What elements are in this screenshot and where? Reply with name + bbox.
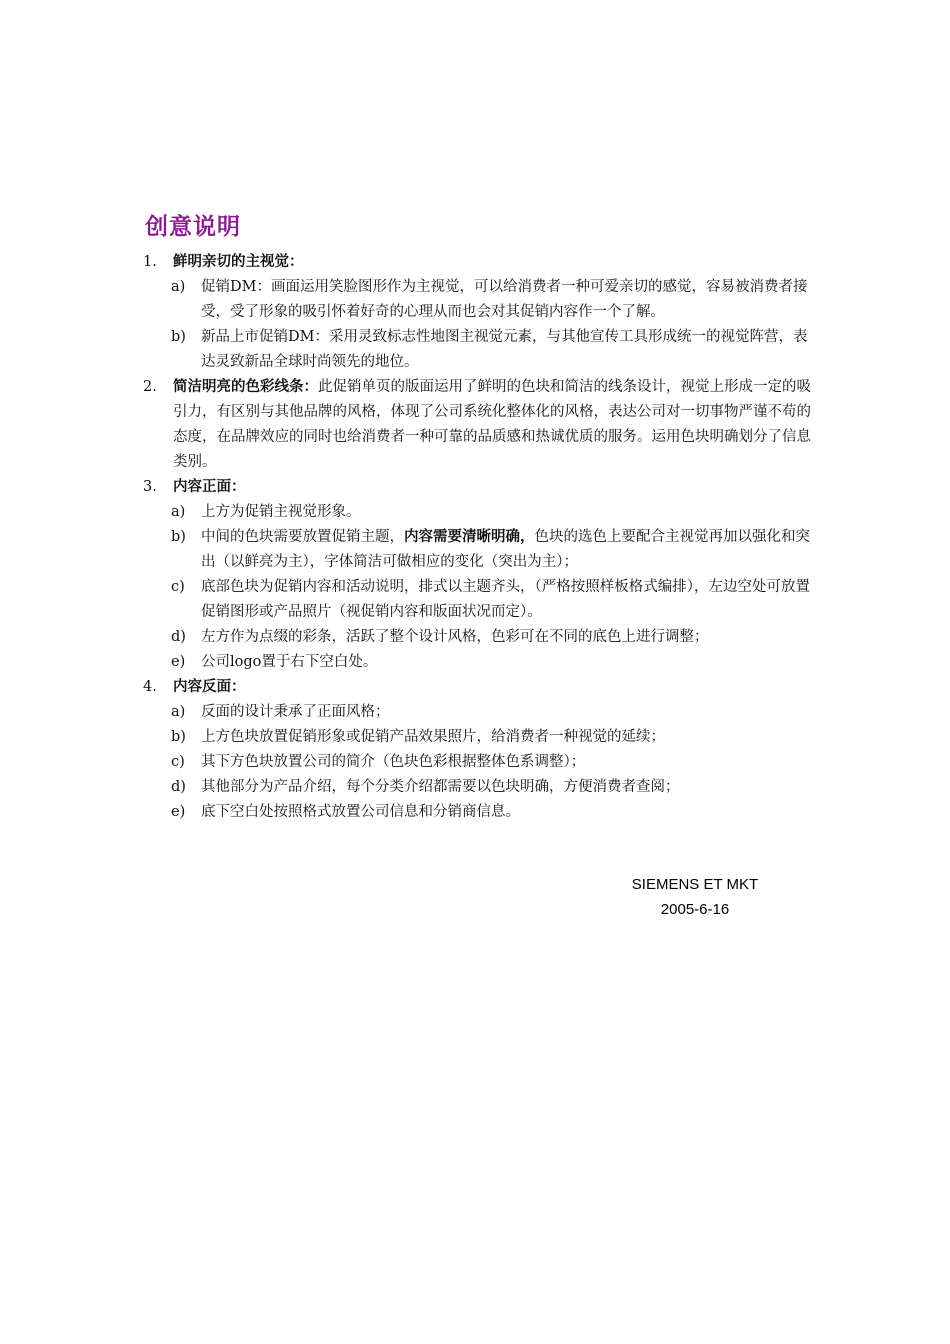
item-text: 中间的色块需要放置促销主题， [201,529,404,545]
list-item [140,750,820,775]
signature-date: 2005-6-16 [660,901,730,918]
list-item [140,575,820,625]
item-marker: b) [171,529,186,545]
list-item [140,500,820,525]
item-text: 上方色块放置促销形象或促销产品效果照片，给消费者一种视觉的延续； [201,729,665,745]
list-item [140,700,820,725]
page-title: 创意说明 [145,214,241,240]
section-number: 2. [143,379,157,395]
section-number: 4. [143,679,157,695]
item-text: 反面的设计秉承了正面风格； [201,704,390,720]
section-3 [140,475,820,500]
item-text: 上方为促销主视觉形象。 [201,504,361,520]
document-body [140,250,820,825]
section-title: 简洁明亮的色彩线条： [173,379,318,395]
item-text: 其他部分为产品介绍，每个分类介绍都需要以色块明确，方便消费者查阅； [201,779,680,795]
signature-block [600,872,790,922]
item-marker: e) [171,654,186,670]
list-item [140,775,820,800]
section-title: 内容正面： [173,479,246,495]
item-text: 公司logo置于右下空白处。 [201,654,378,670]
item-marker: e) [171,804,186,820]
item-marker: d) [171,629,186,645]
item-marker: b) [171,329,186,345]
item-text: 底部色块为促销内容和活动说明，排式以主题齐头，（严格按照样板格式编排），左边空处可放置促销图形或产品照片（视促销内容和版面状况而定）。 [201,579,810,620]
item-text: 色块的选色上要配合主视觉再加以强化和突出（以鲜亮为主），字体简洁可做相应的变化（突出为主）； [201,529,810,570]
item-marker: a) [171,504,186,520]
section-title: 内容反面： [173,679,246,695]
item-text: 促销DM：画面运用笑脸图形作为主视觉，可以给消费者一种可爱亲切的感觉，容易被消费者接受，受了形象的吸引怀着好奇的心理从而也会对其促销内容作一个了解。 [201,279,808,320]
item-text: 新品上市促销DM：采用灵致标志性地图主视觉元素，与其他宣传工具形成统一的视觉阵营，表达灵致新品全球时尚领先的地位。 [201,329,808,370]
section-number: 1. [143,254,157,270]
item-marker: c) [171,754,185,770]
section-4 [140,675,820,700]
list-item [140,650,820,675]
item-text: 其下方色块放置公司的简介（色块色彩根据整体色系调整）； [201,754,586,770]
item-marker: a) [171,279,186,295]
list-item [140,325,820,375]
section-number: 3. [143,479,157,495]
item-text: 左方作为点缀的彩条，活跃了整个设计风格，色彩可在不同的底色上进行调整； [201,629,709,645]
item-text: 底下空白处按照格式放置公司信息和分销商信息。 [201,804,520,820]
section-title: 鲜明亲切的主视觉： [173,254,304,270]
item-marker: d) [171,779,186,795]
item-marker: a) [171,704,186,720]
section-body: 此促销单页的版面运用了鲜明的色块和简洁的线条设计，视觉上形成一定的吸引力，有区别与其他品牌的风格，体现了公司系统化整体化的风格，表达公司对一切事物严谨不苟的态度，在品牌效应的同时也给消费者一种可靠的品质感和热诚优质的服务。运用色块明确划分了信息类别。 [173,379,811,470]
list-item [140,525,820,575]
signature-org: SIEMENS ET MKT [631,876,759,893]
section-1 [140,250,820,275]
item-marker: c) [171,579,185,595]
list-item [140,800,820,825]
list-item [140,725,820,750]
list-item [140,275,820,325]
item-marker: b) [171,729,186,745]
section-2 [140,375,820,475]
item-text-emphasis: 内容需要清晰明确， [404,529,535,545]
list-item [140,625,820,650]
